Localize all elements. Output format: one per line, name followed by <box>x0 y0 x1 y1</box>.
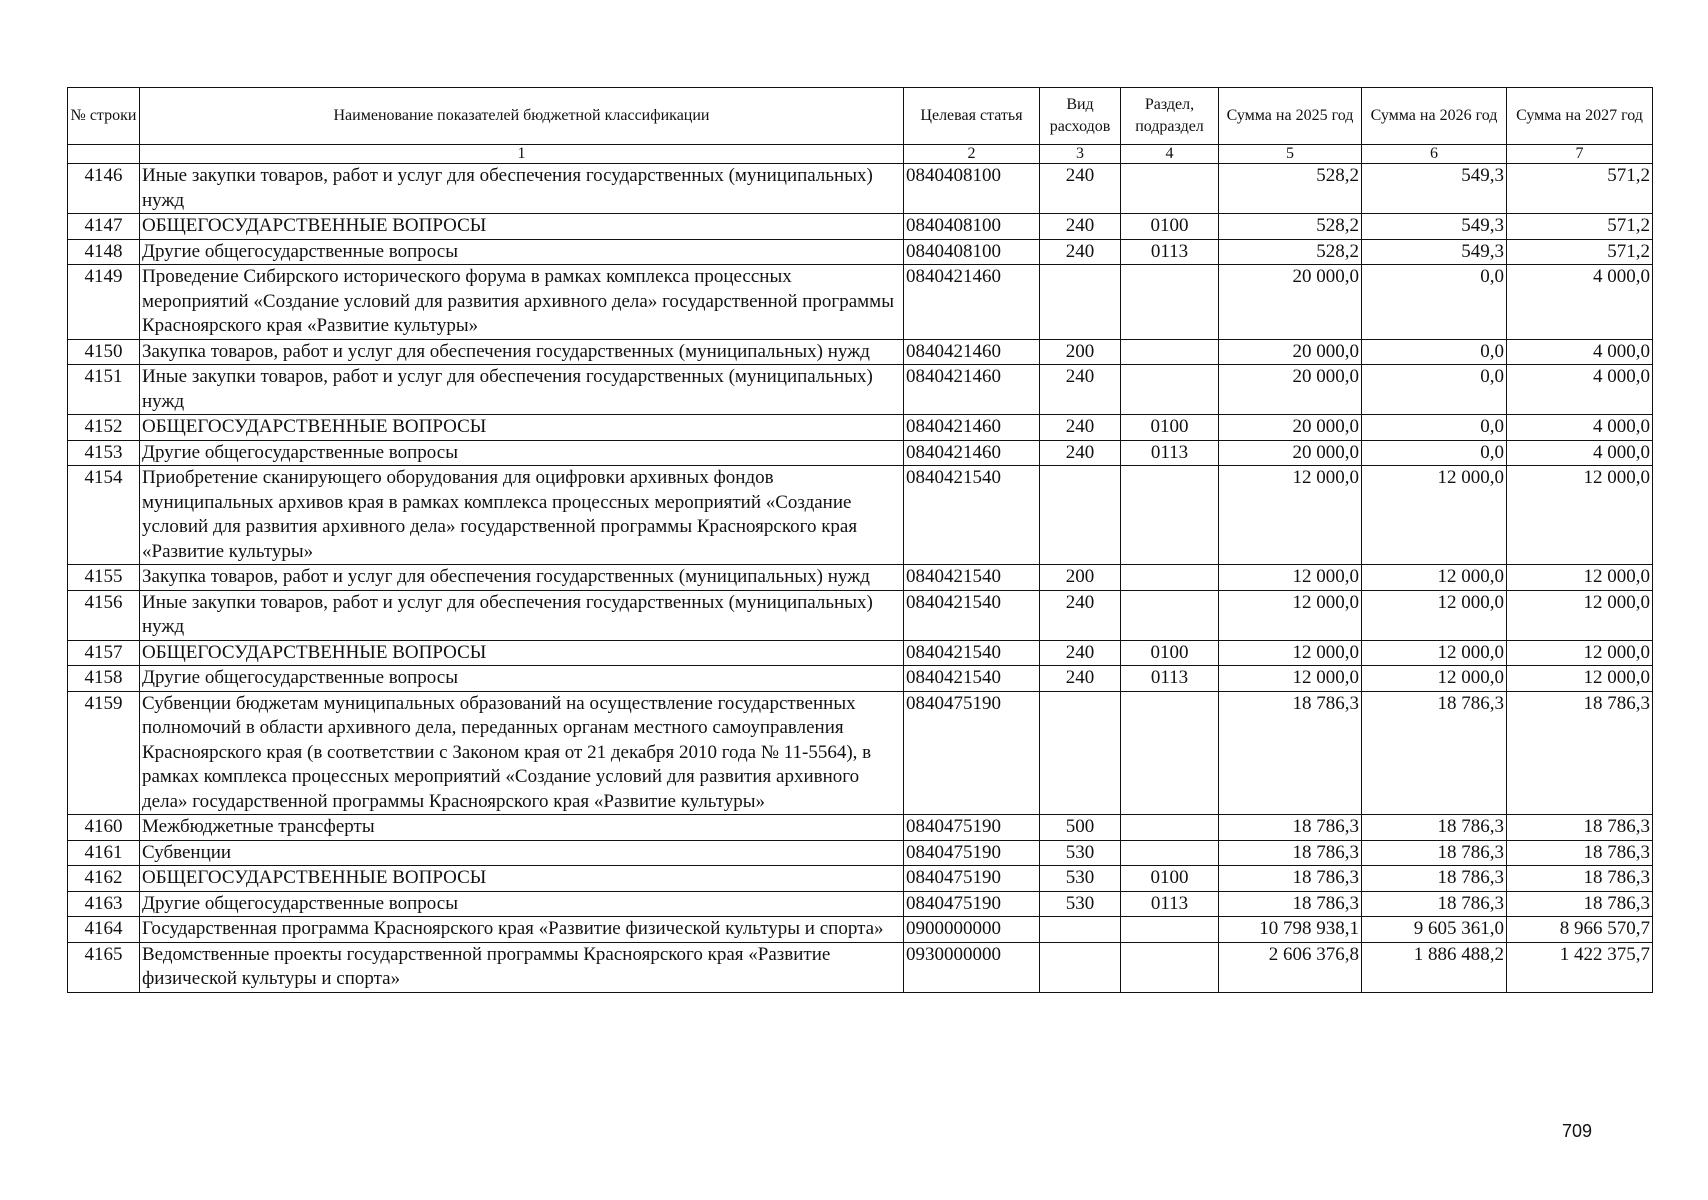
section-code <box>1121 365 1219 415</box>
section-code: 0100 <box>1121 640 1219 666</box>
section-code: 0100 <box>1121 866 1219 892</box>
section-code <box>1121 164 1219 214</box>
sum-2026: 12 000,0 <box>1362 590 1507 640</box>
sum-2026: 12 000,0 <box>1362 466 1507 565</box>
row-number: 4154 <box>68 466 140 565</box>
section-code: 0100 <box>1121 214 1219 240</box>
table-row <box>68 365 1653 415</box>
expense-type: 240 <box>1040 239 1121 265</box>
expense-type: 240 <box>1040 164 1121 214</box>
sum-2026: 18 786,3 <box>1362 840 1507 866</box>
table-row <box>68 942 1653 992</box>
section-code: 0113 <box>1121 891 1219 917</box>
row-name: Приобретение сканирующего оборудования для оцифровки архивных фондов муниципальных архивов края в рамках комплекса процессных мероприятий «Создание условий для развития архивного дела» государственной программы Красноярского края «Развитие культуры» <box>140 466 904 565</box>
target-article: 0840421540 <box>904 466 1040 565</box>
header-expense-type: Вид расходов <box>1040 88 1121 145</box>
target-article: 0840421460 <box>904 365 1040 415</box>
row-name: Субвенции <box>140 840 904 866</box>
row-number: 4158 <box>68 666 140 692</box>
section-code <box>1121 917 1219 943</box>
expense-type: 200 <box>1040 339 1121 365</box>
target-article: 0840421540 <box>904 640 1040 666</box>
sum-2025: 18 786,3 <box>1219 891 1362 917</box>
row-number: 4156 <box>68 590 140 640</box>
expense-type: 240 <box>1040 415 1121 441</box>
table-row <box>68 239 1653 265</box>
table-row <box>68 815 1653 841</box>
expense-type: 240 <box>1040 666 1121 692</box>
target-article: 0840421460 <box>904 339 1040 365</box>
row-name: ОБЩЕГОСУДАРСТВЕННЫЕ ВОПРОСЫ <box>140 415 904 441</box>
expense-type: 530 <box>1040 866 1121 892</box>
expense-type <box>1040 691 1121 815</box>
sum-2027: 18 786,3 <box>1507 866 1653 892</box>
table-row <box>68 415 1653 441</box>
sum-2026: 9 605 361,0 <box>1362 917 1507 943</box>
row-name: Межбюджетные трансферты <box>140 815 904 841</box>
table-body <box>68 164 1653 993</box>
expense-type <box>1040 265 1121 340</box>
sum-2025: 20 000,0 <box>1219 339 1362 365</box>
expense-type: 530 <box>1040 840 1121 866</box>
row-name: Проведение Сибирского исторического форума в рамках комплекса процессных мероприятий «Создание условий для развития архивного дела» государственной программы Красноярского края «Развитие культуры» <box>140 265 904 340</box>
target-article: 0840408100 <box>904 239 1040 265</box>
target-article: 0840475190 <box>904 891 1040 917</box>
budget-table <box>67 87 1653 993</box>
section-code <box>1121 565 1219 591</box>
target-article: 0840475190 <box>904 691 1040 815</box>
sum-2026: 18 786,3 <box>1362 691 1507 815</box>
sum-2027: 4 000,0 <box>1507 440 1653 466</box>
sum-2026: 1 886 488,2 <box>1362 942 1507 992</box>
sum-2025: 20 000,0 <box>1219 440 1362 466</box>
table-row <box>68 339 1653 365</box>
sum-2027: 18 786,3 <box>1507 691 1653 815</box>
column-number: 6 <box>1362 145 1507 164</box>
row-name: Иные закупки товаров, работ и услуг для обеспечения государственных (муниципальных) нужд <box>140 365 904 415</box>
table-row <box>68 466 1653 565</box>
table-row <box>68 891 1653 917</box>
row-name: Закупка товаров, работ и услуг для обеспечения государственных (муниципальных) нужд <box>140 565 904 591</box>
target-article: 0840421540 <box>904 666 1040 692</box>
expense-type: 240 <box>1040 640 1121 666</box>
sum-2026: 12 000,0 <box>1362 640 1507 666</box>
row-number: 4148 <box>68 239 140 265</box>
target-article: 0840421460 <box>904 415 1040 441</box>
sum-2026: 12 000,0 <box>1362 666 1507 692</box>
section-code: 0113 <box>1121 666 1219 692</box>
row-number: 4163 <box>68 891 140 917</box>
target-article: 0840475190 <box>904 815 1040 841</box>
table-row <box>68 840 1653 866</box>
expense-type: 240 <box>1040 214 1121 240</box>
section-code <box>1121 840 1219 866</box>
row-name: Иные закупки товаров, работ и услуг для обеспечения государственных (муниципальных) нужд <box>140 590 904 640</box>
row-name: Другие общегосударственные вопросы <box>140 666 904 692</box>
sum-2026: 18 786,3 <box>1362 891 1507 917</box>
sum-2025: 12 000,0 <box>1219 666 1362 692</box>
sum-2027: 12 000,0 <box>1507 666 1653 692</box>
sum-2026: 0,0 <box>1362 265 1507 340</box>
sum-2026: 549,3 <box>1362 214 1507 240</box>
row-name: Другие общегосударственные вопросы <box>140 239 904 265</box>
table-row <box>68 565 1653 591</box>
expense-type: 500 <box>1040 815 1121 841</box>
sum-2027: 571,2 <box>1507 214 1653 240</box>
sum-2026: 18 786,3 <box>1362 815 1507 841</box>
sum-2027: 4 000,0 <box>1507 265 1653 340</box>
target-article: 0840421540 <box>904 590 1040 640</box>
sum-2026: 0,0 <box>1362 339 1507 365</box>
target-article: 0840408100 <box>904 164 1040 214</box>
section-code <box>1121 815 1219 841</box>
sum-2026: 549,3 <box>1362 164 1507 214</box>
row-number: 4151 <box>68 365 140 415</box>
table-row <box>68 265 1653 340</box>
sum-2026: 12 000,0 <box>1362 565 1507 591</box>
section-code <box>1121 942 1219 992</box>
column-number <box>68 145 140 164</box>
row-number: 4159 <box>68 691 140 815</box>
sum-2027: 8 966 570,7 <box>1507 917 1653 943</box>
section-code <box>1121 466 1219 565</box>
expense-type: 240 <box>1040 365 1121 415</box>
row-number: 4152 <box>68 415 140 441</box>
section-code <box>1121 691 1219 815</box>
row-name: Иные закупки товаров, работ и услуг для обеспечения государственных (муниципальных) нужд <box>140 164 904 214</box>
target-article: 0840421460 <box>904 265 1040 340</box>
sum-2027: 12 000,0 <box>1507 590 1653 640</box>
row-number: 4146 <box>68 164 140 214</box>
table-row <box>68 691 1653 815</box>
sum-2025: 18 786,3 <box>1219 866 1362 892</box>
row-name: Субвенции бюджетам муниципальных образований на осуществление государственных полномочий в области архивного дела, переданных органам местного самоуправления Красноярского края (в соответствии с Законом края от 21 декабря 2010 года № 11-5564), в рамках комплекса процессных мероприятий «Создание условий для развития архивного дела» государственной программы Красноярского края «Развитие культуры» <box>140 691 904 815</box>
row-name: Государственная программа Красноярского края «Развитие физической культуры и спорта» <box>140 917 904 943</box>
table-row <box>68 440 1653 466</box>
header-target-article: Целевая статья <box>904 88 1040 145</box>
table-row <box>68 164 1653 214</box>
sum-2025: 18 786,3 <box>1219 840 1362 866</box>
sum-2025: 2 606 376,8 <box>1219 942 1362 992</box>
column-number: 4 <box>1121 145 1219 164</box>
section-code: 0113 <box>1121 440 1219 466</box>
column-number: 5 <box>1219 145 1362 164</box>
sum-2025: 10 798 938,1 <box>1219 917 1362 943</box>
sum-2027: 18 786,3 <box>1507 840 1653 866</box>
target-article: 0840408100 <box>904 214 1040 240</box>
row-name: ОБЩЕГОСУДАРСТВЕННЫЕ ВОПРОСЫ <box>140 214 904 240</box>
sum-2027: 571,2 <box>1507 164 1653 214</box>
table-row <box>68 590 1653 640</box>
sum-2027: 18 786,3 <box>1507 815 1653 841</box>
sum-2027: 4 000,0 <box>1507 415 1653 441</box>
section-code <box>1121 590 1219 640</box>
sum-2026: 0,0 <box>1362 415 1507 441</box>
expense-type <box>1040 917 1121 943</box>
header-sum-2026: Сумма на 2026 год <box>1362 88 1507 145</box>
sum-2025: 18 786,3 <box>1219 691 1362 815</box>
target-article: 0840475190 <box>904 840 1040 866</box>
sum-2025: 528,2 <box>1219 164 1362 214</box>
section-code: 0100 <box>1121 415 1219 441</box>
header-row <box>68 88 1653 145</box>
sum-2025: 20 000,0 <box>1219 415 1362 441</box>
sum-2027: 12 000,0 <box>1507 640 1653 666</box>
target-article: 0840421460 <box>904 440 1040 466</box>
row-name: ОБЩЕГОСУДАРСТВЕННЫЕ ВОПРОСЫ <box>140 640 904 666</box>
sum-2025: 528,2 <box>1219 239 1362 265</box>
sum-2026: 0,0 <box>1362 365 1507 415</box>
column-number: 2 <box>904 145 1040 164</box>
column-number: 3 <box>1040 145 1121 164</box>
sum-2026: 0,0 <box>1362 440 1507 466</box>
row-number: 4149 <box>68 265 140 340</box>
row-number: 4161 <box>68 840 140 866</box>
expense-type: 200 <box>1040 565 1121 591</box>
sum-2027: 4 000,0 <box>1507 339 1653 365</box>
header-row-number: № строки <box>68 88 140 145</box>
row-number: 4147 <box>68 214 140 240</box>
sum-2025: 20 000,0 <box>1219 365 1362 415</box>
row-number: 4160 <box>68 815 140 841</box>
expense-type: 530 <box>1040 891 1121 917</box>
column-number-row <box>68 145 1653 164</box>
target-article: 0840421540 <box>904 565 1040 591</box>
table-row <box>68 866 1653 892</box>
target-article: 0930000000 <box>904 942 1040 992</box>
row-name: ОБЩЕГОСУДАРСТВЕННЫЕ ВОПРОСЫ <box>140 866 904 892</box>
header-sum-2027: Сумма на 2027 год <box>1507 88 1653 145</box>
section-code <box>1121 265 1219 340</box>
sum-2025: 528,2 <box>1219 214 1362 240</box>
target-article: 0840475190 <box>904 866 1040 892</box>
column-number: 7 <box>1507 145 1653 164</box>
expense-type <box>1040 942 1121 992</box>
header-sum-2025: Сумма на 2025 год <box>1219 88 1362 145</box>
row-number: 4157 <box>68 640 140 666</box>
row-name: Другие общегосударственные вопросы <box>140 440 904 466</box>
page-number: 709 <box>1562 1121 1593 1141</box>
sum-2026: 18 786,3 <box>1362 866 1507 892</box>
sum-2025: 12 000,0 <box>1219 640 1362 666</box>
row-number: 4153 <box>68 440 140 466</box>
sum-2027: 571,2 <box>1507 239 1653 265</box>
header-name: Наименование показателей бюджетной классификации <box>140 88 904 145</box>
sum-2027: 18 786,3 <box>1507 891 1653 917</box>
table-row <box>68 917 1653 943</box>
table-row <box>68 666 1653 692</box>
sum-2027: 12 000,0 <box>1507 466 1653 565</box>
sum-2027: 1 422 375,7 <box>1507 942 1653 992</box>
header-section: Раздел, подраздел <box>1121 88 1219 145</box>
target-article: 0900000000 <box>904 917 1040 943</box>
section-code: 0113 <box>1121 239 1219 265</box>
row-name: Закупка товаров, работ и услуг для обеспечения государственных (муниципальных) нужд <box>140 339 904 365</box>
row-number: 4150 <box>68 339 140 365</box>
expense-type: 240 <box>1040 590 1121 640</box>
row-number: 4155 <box>68 565 140 591</box>
sum-2025: 12 000,0 <box>1219 590 1362 640</box>
row-number: 4165 <box>68 942 140 992</box>
row-number: 4162 <box>68 866 140 892</box>
row-name: Другие общегосударственные вопросы <box>140 891 904 917</box>
sum-2026: 549,3 <box>1362 239 1507 265</box>
row-name: Ведомственные проекты государственной программы Красноярского края «Развитие физической культуры и спорта» <box>140 942 904 992</box>
sum-2025: 12 000,0 <box>1219 565 1362 591</box>
sum-2027: 12 000,0 <box>1507 565 1653 591</box>
expense-type <box>1040 466 1121 565</box>
table-row <box>68 214 1653 240</box>
sum-2025: 18 786,3 <box>1219 815 1362 841</box>
sum-2027: 4 000,0 <box>1507 365 1653 415</box>
row-number: 4164 <box>68 917 140 943</box>
column-number: 1 <box>140 145 904 164</box>
expense-type: 240 <box>1040 440 1121 466</box>
section-code <box>1121 339 1219 365</box>
sum-2025: 12 000,0 <box>1219 466 1362 565</box>
sum-2025: 20 000,0 <box>1219 265 1362 340</box>
table-row <box>68 640 1653 666</box>
